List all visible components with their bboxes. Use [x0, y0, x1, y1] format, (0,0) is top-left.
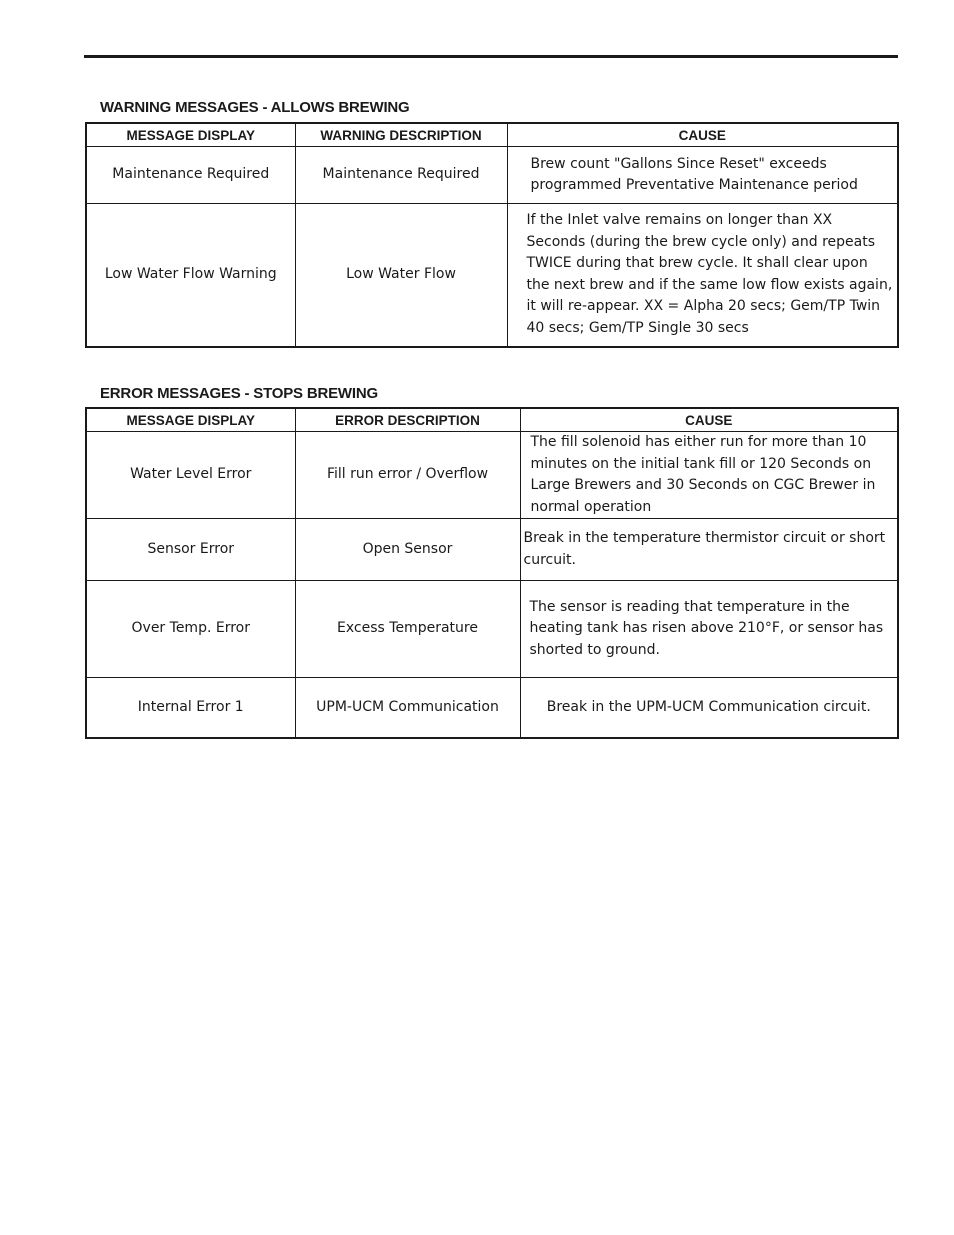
table-row	[86, 147, 898, 204]
error-messages-table	[85, 407, 899, 739]
description-cell: UPM-UCM Communication	[295, 678, 520, 738]
description-cell: Open Sensor	[295, 519, 520, 581]
message-display-cell: Maintenance Required	[86, 147, 295, 204]
description-cell: Fill run error / Overflow	[295, 432, 520, 519]
warning-section-title: WARNING MESSAGES - ALLOWS BREWING	[100, 99, 410, 116]
cause-cell: If the Inlet valve remains on longer than XX Seconds (during the brew cycle only) and repeats TWICE during that brew cycle. It shall clear upon the next brew and if the same low flow exists again, it will re-appear. XX = Alpha 20 secs; Gem/TP Twin 40 secs; Gem/TP Single 30 secs	[507, 204, 898, 347]
message-display-cell: Internal Error 1	[86, 678, 295, 738]
warning-messages-table	[85, 122, 899, 348]
header-message-display: MESSAGE DISPLAY	[86, 123, 295, 147]
cause-cell: The fill solenoid has either run for more than 10 minutes on the initial tank fill or 120 Seconds on Large Brewers and 30 Seconds on CGC Brewer in normal operation	[520, 432, 898, 519]
message-display-cell: Low Water Flow Warning	[86, 204, 295, 347]
table-row	[86, 204, 898, 347]
description-cell: Maintenance Required	[295, 147, 507, 204]
table-row	[86, 581, 898, 678]
cause-cell: Break in the UPM-UCM Communication circuit.	[520, 678, 898, 738]
description-cell: Excess Temperature	[295, 581, 520, 678]
table-header-row	[86, 408, 898, 432]
cause-cell: Brew count "Gallons Since Reset" exceeds programmed Preventative Maintenance period	[507, 147, 898, 204]
table-row	[86, 678, 898, 738]
header-cause: CAUSE	[507, 123, 898, 147]
header-warning-description: WARNING DESCRIPTION	[295, 123, 507, 147]
table-header-row	[86, 123, 898, 147]
message-display-cell: Sensor Error	[86, 519, 295, 581]
message-display-cell: Over Temp. Error	[86, 581, 295, 678]
error-section-title: ERROR MESSAGES - STOPS BREWING	[100, 385, 378, 402]
cause-cell: Break in the temperature thermistor circuit or short curcuit.	[520, 519, 898, 581]
header-message-display: MESSAGE DISPLAY	[86, 408, 295, 432]
header-cause: CAUSE	[520, 408, 898, 432]
cause-cell: The sensor is reading that temperature in the heating tank has risen above 210°F, or sensor has shorted to ground.	[520, 581, 898, 678]
header-error-description: ERROR DESCRIPTION	[295, 408, 520, 432]
message-display-cell: Water Level Error	[86, 432, 295, 519]
table-row	[86, 519, 898, 581]
top-rule	[84, 55, 898, 58]
description-cell: Low Water Flow	[295, 204, 507, 347]
table-row	[86, 432, 898, 519]
